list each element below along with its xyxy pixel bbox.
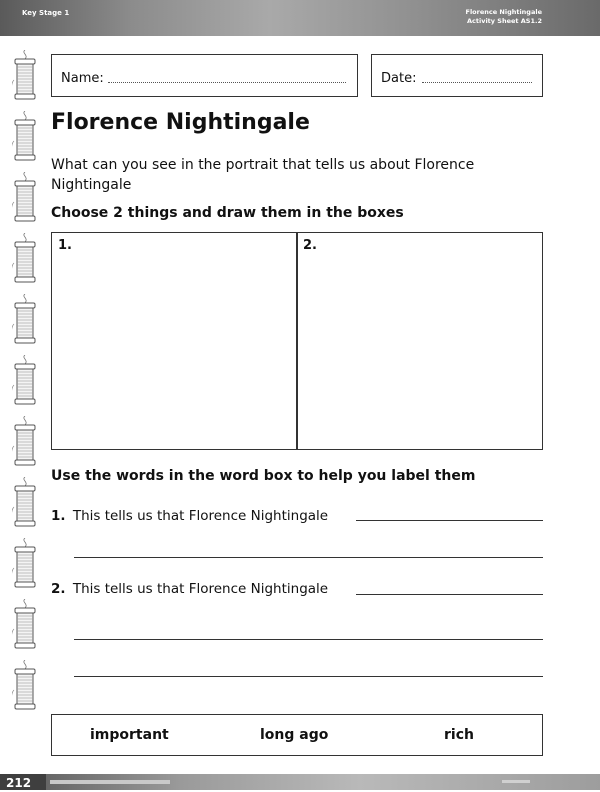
cotton-reel-icon <box>12 416 38 470</box>
answer-line[interactable] <box>74 639 543 640</box>
word-long-ago: long ago <box>260 727 329 743</box>
word-rich: rich <box>444 727 474 743</box>
cotton-reel-icon <box>12 538 38 592</box>
cotton-reel-icon <box>12 599 38 653</box>
cotton-reel-icon <box>12 172 38 226</box>
sheet-title: Florence Nightingale <box>465 8 542 16</box>
name-box <box>51 54 358 97</box>
cotton-reel-icon <box>12 50 38 104</box>
cotton-reel-icon <box>12 660 38 714</box>
page-number: 212 <box>0 774 46 790</box>
sentence-1-number: 1. <box>51 508 66 524</box>
box-2-number: 2. <box>303 238 317 253</box>
footer-mark-faded <box>502 780 530 783</box>
footer-text-faded <box>50 780 170 784</box>
answer-line[interactable] <box>356 520 543 521</box>
sentence-2-number: 2. <box>51 581 66 597</box>
name-label: Name: <box>61 71 104 86</box>
sentence-1-text: This tells us that Florence Nightingale <box>72 508 329 524</box>
cotton-reel-icon <box>12 111 38 165</box>
footer-bar <box>0 774 600 790</box>
name-field[interactable] <box>108 82 346 83</box>
box-1-number: 1. <box>58 238 72 253</box>
sheet-info <box>466 8 543 26</box>
cotton-reel-icon <box>12 294 38 348</box>
date-field[interactable] <box>422 82 532 83</box>
key-stage-label: Key Stage 1 <box>22 9 70 17</box>
cotton-reel-border <box>6 50 42 775</box>
cotton-reel-icon <box>12 477 38 531</box>
header-bar <box>0 0 600 36</box>
answer-line[interactable] <box>74 676 543 677</box>
page-title: Florence Nightingale <box>51 110 310 135</box>
cotton-reel-icon <box>12 233 38 287</box>
date-label: Date: <box>381 71 417 86</box>
answer-line[interactable] <box>356 594 543 595</box>
word-important: important <box>90 727 169 743</box>
sentence-2 <box>51 581 328 597</box>
answer-line[interactable] <box>74 557 543 558</box>
sentence-2-text: This tells us that Florence Nightingale <box>72 581 329 597</box>
drawing-boxes <box>51 232 543 450</box>
date-box <box>371 54 543 97</box>
sheet-code: Activity Sheet AS1.2 <box>466 17 542 25</box>
word-box <box>51 714 543 756</box>
box-divider <box>296 233 298 449</box>
sentence-1 <box>51 508 328 524</box>
cotton-reel-icon <box>12 355 38 409</box>
question-text: What can you see in the portrait that tells us about Florence Nightingale <box>51 157 475 193</box>
draw-instruction: Choose 2 things and draw them in the boxes <box>51 205 404 221</box>
label-instruction: Use the words in the word box to help you label them <box>51 468 476 484</box>
